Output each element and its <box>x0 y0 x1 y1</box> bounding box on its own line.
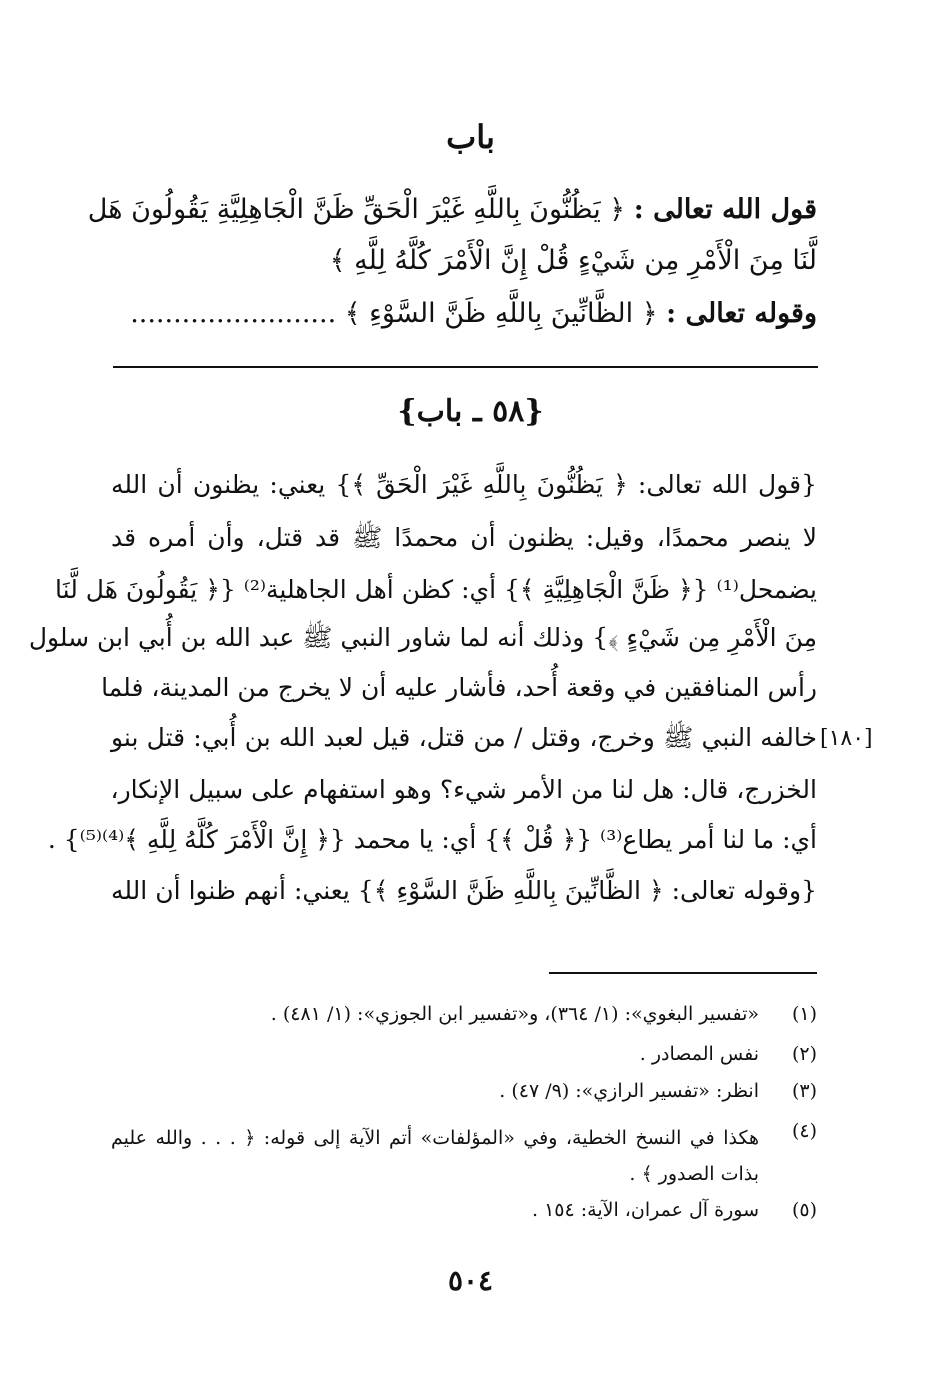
matn-line-1-verse: ﴿ يَظُنُّونَ بِاللَّهِ غَيْرَ الْحَقِّ ظَنَّ الْجَاهِلِيَّةِ يَقُولُونَ هَل <box>87 194 626 225</box>
footnote-number: (٤) <box>791 1120 817 1142</box>
footnote-text: انظر: «تفسير الرازي»: (٩/ ٤٧) . <box>499 1080 759 1102</box>
matn-line-2-verse: لَّنَا مِنَ الْأَمْرِ مِن شَيْءٍ قُلْ إِنَّ الْأَمْرَ كُلَّهُ لِلَّهِ ﴾ <box>329 245 817 276</box>
sharh-line-9: {وقوله تعالى: ﴿ الظَّانِّينَ بِاللَّهِ ظَنَّ السَّوْءِ ﴾} يعني: أنهم ظنوا أن الله <box>111 876 817 905</box>
footnote-text: «تفسير البغوي»: (١/ ٣٦٤)، و«تفسير ابن الجوزي»: (١/ ٤٨١) . <box>270 1003 759 1025</box>
sharh-line-7: الخزرج، قال: هل لنا من الأمر شيء؟ وهو استفهام على سبيل الإنكار، <box>110 775 817 804</box>
matn-divider <box>113 366 818 368</box>
sharh-line-3: يضمحل⁽¹⁾ {﴿ ظَنَّ الْجَاهِلِيَّةِ ﴾} أي: كظن أهل الجاهلية⁽²⁾ {﴿ يَقُولُونَ هَل لَّنَا <box>55 575 817 604</box>
sharh-line-6: خالفه النبي ﷺ وخرج، وقتل / من قتل، قيل لعبد الله بن أُبي: قتل بنو <box>111 723 817 752</box>
matn-line-3-verse: ﴿ الظَّانِّينَ بِاللَّهِ ظَنَّ السَّوْءِ ﴾ <box>344 298 658 329</box>
matn-line-3-dots: ........................ <box>130 298 337 329</box>
matn-line-2 <box>117 245 817 277</box>
matn-line-1-label: قول الله تعالى : <box>633 194 817 225</box>
sharh-line-8: أي: ما لنا أمر يطاع⁽³⁾ {﴿ قُلْ ﴾} أي: يا محمد {﴿ إِنَّ الْأَمْرَ كُلَّهُ لِلَّهِ ﴾⁽⁴⁾⁽⁵⁾} . <box>47 825 817 854</box>
footnote-text: هكذا في النسخ الخطية، وفي «المؤلفات» أتم الآية إلى قوله: ﴿ . . . والله عليم بذات الصدور ﴾ . <box>111 1127 759 1185</box>
footnote-number: (٢) <box>791 1043 817 1065</box>
footnote-separator <box>549 972 817 974</box>
sharh-line-2: لا ينصر محمدًا، وقيل: يظنون أن محمدًا ﷺ قد قتل، وأن أمره قد <box>111 523 817 552</box>
manuscript-folio-marker: [١٨٠] <box>820 726 873 751</box>
matn-line-3-label: وقوله تعالى : <box>666 298 817 329</box>
sharh-line-4: مِنَ الْأَمْرِ مِن شَيْءٍ ﴾} وذلك أنه لما شاور النبي ﷺ عبد الله بن أُبي ابن سلول <box>28 623 817 652</box>
matn-heading: باب <box>446 118 495 156</box>
footnote-number: (٣) <box>791 1080 817 1102</box>
footnote-text: سورة آل عمران، الآية: ١٥٤ . <box>532 1199 759 1221</box>
matn-line-3 <box>117 298 817 330</box>
sharh-line-1: {قول الله تعالى: ﴿ يَظُنُّونَ بِاللَّهِ غَيْرَ الْحَقِّ ﴾} يعني: يظنون أن الله <box>111 470 817 499</box>
sharh-heading: {٥٨ ـ باب} <box>397 394 544 429</box>
sharh-line-5: رأس المنافقين في وقعة أُحد، فأشار عليه أن لا يخرج من المدينة، فلما <box>101 673 817 702</box>
footnote-number: (١) <box>791 1003 817 1025</box>
footnote-text: نفس المصادر . <box>639 1043 759 1065</box>
footnote-number: (٥) <box>791 1199 817 1221</box>
page-number: ٥٠٤ <box>447 1264 494 1297</box>
matn-line-1 <box>87 194 817 226</box>
